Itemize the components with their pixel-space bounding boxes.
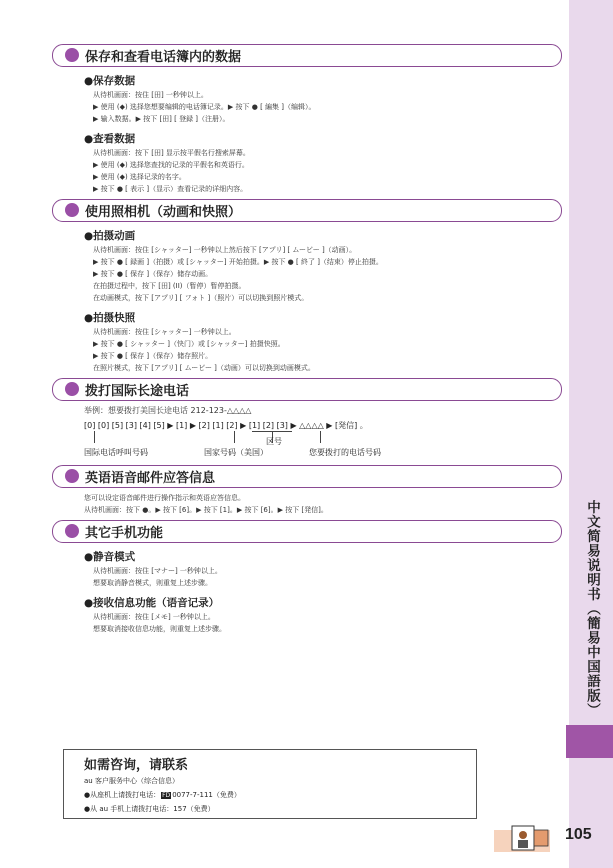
label-area-code: 区号 <box>266 437 282 446</box>
instruction-line: 从待机画面：按住 [田] 一秒钟以上。 <box>93 91 208 99</box>
instruction-line: ▶ 按下 ● [ シャッター ]（快门）或 [シャッター] 拍摄快照。 <box>93 340 285 348</box>
label-tick <box>94 431 95 443</box>
section-header-camera <box>52 199 562 222</box>
instruction-line: 在照片模式，按下 [アプリ] [ ムービー ]（动画）可以切换到动画模式。 <box>93 364 315 372</box>
side-label: 中文简易说明书（簡易中国語版） <box>584 500 600 718</box>
dial-sequence: [0] [0] [5] [3] [4] [5] ▶ [1] ▶ [2] [1] [2] ▶ [1] [2] [3] ▶ △△△△ ▶ [発信] 。 <box>84 421 368 430</box>
sub-title: ●拍摄动画 <box>84 230 136 242</box>
label-tick <box>234 431 235 443</box>
instruction-line: 从待机画面：按住 [マナー] 一秒钟以上。 <box>93 567 222 575</box>
section-title: 英语语音邮件应答信息 <box>85 471 216 486</box>
section-title: 其它手机功能 <box>85 526 164 541</box>
bullet-dot-icon <box>65 524 79 538</box>
contact-box <box>63 749 477 819</box>
instruction-line: 在拍摄过程中，按下 [田] (II)（暂停）暂停拍摄。 <box>93 282 246 290</box>
contact-mobile: ●从 au 手机上请拨打电话：157（免费） <box>84 805 215 813</box>
instruction-line: 从待机画面：按住 [シャッター] 一秒钟以上。 <box>93 328 236 336</box>
sub-title: ●接收信息功能（语音记录） <box>84 597 220 609</box>
section-header-phonebook <box>52 44 562 67</box>
section-header-other-functions <box>52 520 562 543</box>
bullet-dot-icon <box>65 469 79 483</box>
bullet-dot-icon <box>65 382 79 396</box>
label-intl-code: 国际电话呼叫号码 <box>84 448 148 457</box>
example-line: 举例：想要拨打美国长途电话 212-123-△△△△ <box>84 406 252 415</box>
free-dial-icon: FD <box>162 792 171 799</box>
section-header-intl-call <box>52 378 562 401</box>
sub-title: ●静音模式 <box>84 551 136 563</box>
side-tab-marker <box>566 725 613 758</box>
contact-org: au 客户服务中心（综合信息） <box>84 777 179 785</box>
instruction-line: 从待机画面：按住 [メモ] 一秒钟以上。 <box>93 613 215 621</box>
bullet-dot-icon <box>65 48 79 62</box>
instruction-line: 从待机画面：按住 [シャッター] 一秒钟以上然后按下 [アプリ] [ ムービー ]（动画）。 <box>93 246 357 254</box>
sub-title: ●保存数据 <box>84 75 136 87</box>
landline-number: 0077-7-111（免费） <box>172 791 241 799</box>
label-phone-number: 您要拨打的电话号码 <box>309 448 381 457</box>
instruction-line: ▶ 使用 (◆) 选择您想要编辑的电话簿记录。▶ 按下 ● [ 編集 ]（编辑）。 <box>93 103 316 111</box>
instruction-line: ▶ 使用 (◆) 选择记录的名字。 <box>93 173 186 181</box>
section-header-voicemail <box>52 465 562 488</box>
contact-title: 如需咨询，请联系 <box>84 758 189 773</box>
instruction-line: 在动画模式，按下 [アプリ] [ フォト ]（照片）可以切换到照片模式。 <box>93 294 309 302</box>
book-illustration-icon <box>494 824 550 852</box>
instruction-line: ▶ 按下 ● [ 保存 ]（保存）储存动画。 <box>93 270 213 278</box>
instruction-line: ▶ 使用 (◆) 选择您查找的记录的平假名和英语行。 <box>93 161 249 169</box>
instruction-line: ▶ 按下 ● [ 保存 ]（保存）储存照片。 <box>93 352 213 360</box>
sub-title: ●拍摄快照 <box>84 312 136 324</box>
instruction-line: ▶ 输入数据。▶ 按下 [田] [ 登録 ]（注册）。 <box>93 115 230 123</box>
dial-labels <box>84 431 562 461</box>
contact-landline <box>84 790 241 800</box>
instruction-line: 从待机画面：按下 ●。▶ 按下 [6]。▶ 按下 [1]。▶ 按下 [6]。▶ 按下 [発信]。 <box>84 506 328 514</box>
section-title: 使用照相机（动画和快照） <box>85 205 242 220</box>
page-number: 105 <box>565 826 592 843</box>
landline-prefix: ●从座机上请拨打电话： <box>84 791 161 799</box>
sub-title: ●查看数据 <box>84 133 136 145</box>
instruction-line: ▶ 按下 ● [ 録画 ]（拍摄）或 [シャッター] 开始拍摄。▶ 按下 ● [ 終了 ]（结束）停止拍摄。 <box>93 258 383 266</box>
label-country-code: 国家号码（美国） <box>204 448 268 457</box>
instruction-line: ▶ 按下 ● [ 表示 ]（显示）查看记录的详细内容。 <box>93 185 248 193</box>
bullet-dot-icon <box>65 203 79 217</box>
label-tick <box>320 431 321 443</box>
instruction-line: 想要取消静音模式，则重复上述步骤。 <box>93 579 212 587</box>
section-title: 保存和查看电话簿内的数据 <box>85 50 242 65</box>
instruction-line: 从待机画面：按下 [田] 显示按平假名行搜索屏幕。 <box>93 149 250 157</box>
main-content <box>52 44 562 635</box>
section-title: 拨打国际长途电话 <box>85 384 190 399</box>
instruction-line: 您可以设定语音邮件进行操作指示和英语应答信息。 <box>84 494 245 502</box>
instruction-line: 想要取消接收信息功能，则重复上述步骤。 <box>93 625 226 633</box>
